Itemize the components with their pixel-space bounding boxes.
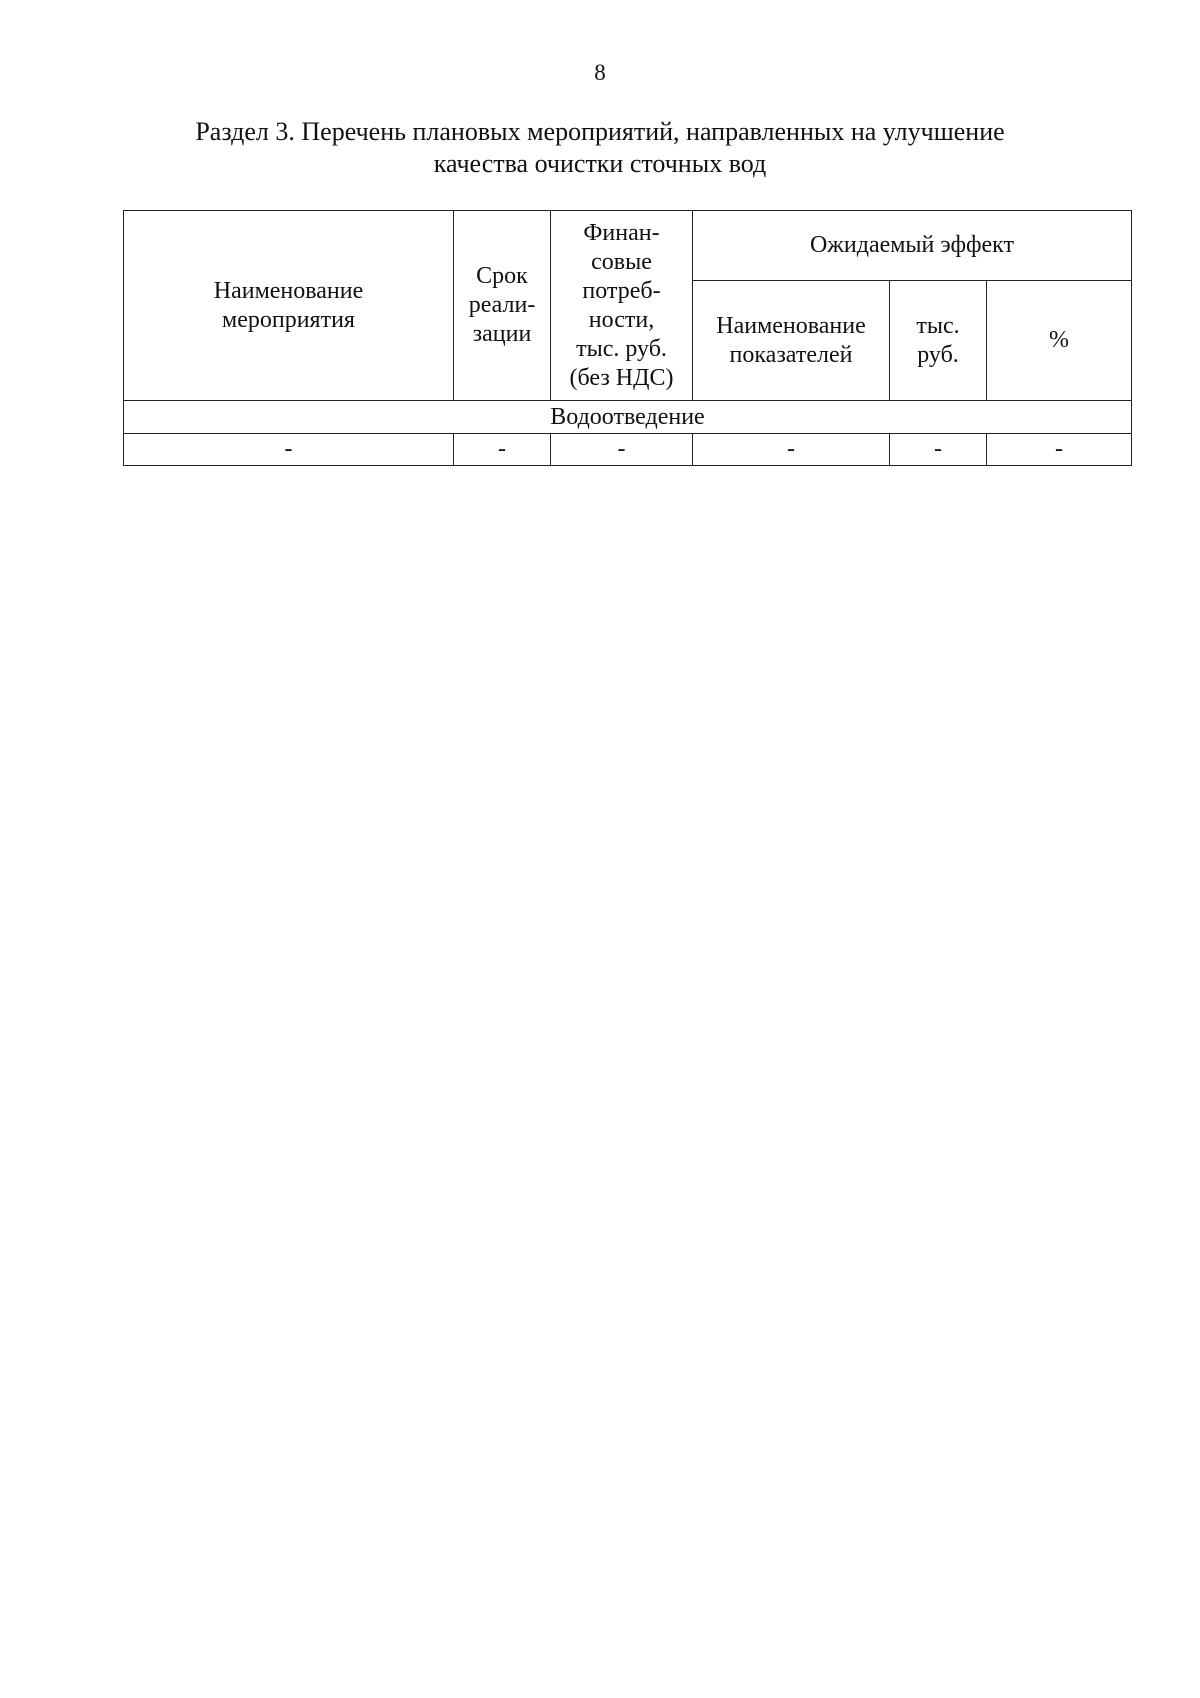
header-financial-needs: Финан- совые потреб- ности, тыс. руб. (без НДС) (551, 211, 693, 401)
table-cell: - (693, 434, 890, 466)
table-cell: - (551, 434, 693, 466)
table-group-row (124, 401, 1132, 434)
table-row (124, 434, 1132, 466)
planned-measures-table (123, 210, 1132, 466)
table-cell: - (124, 434, 454, 466)
table-header-row (124, 211, 1132, 281)
header-indicator-name: Наименование показателей (693, 281, 890, 401)
section-title (180, 116, 1020, 180)
header-thousand-rub: тыс. руб. (890, 281, 987, 401)
table-cell: - (987, 434, 1132, 466)
page-number: 8 (594, 60, 606, 85)
header-implementation-term: Срок реали- зации (454, 211, 551, 401)
section-title-line-2: качества очистки сточных вод (433, 149, 767, 178)
group-label: Водоотведение (124, 401, 1132, 434)
table-cell: - (454, 434, 551, 466)
header-percent: % (987, 281, 1132, 401)
section-title-line-1: Раздел 3. Перечень плановых мероприятий, направленных на улучшение (195, 117, 1005, 146)
table-cell: - (890, 434, 987, 466)
header-expected-effect: Ожидаемый эффект (693, 211, 1132, 281)
header-measure-name: Наименование мероприятия (124, 211, 454, 401)
